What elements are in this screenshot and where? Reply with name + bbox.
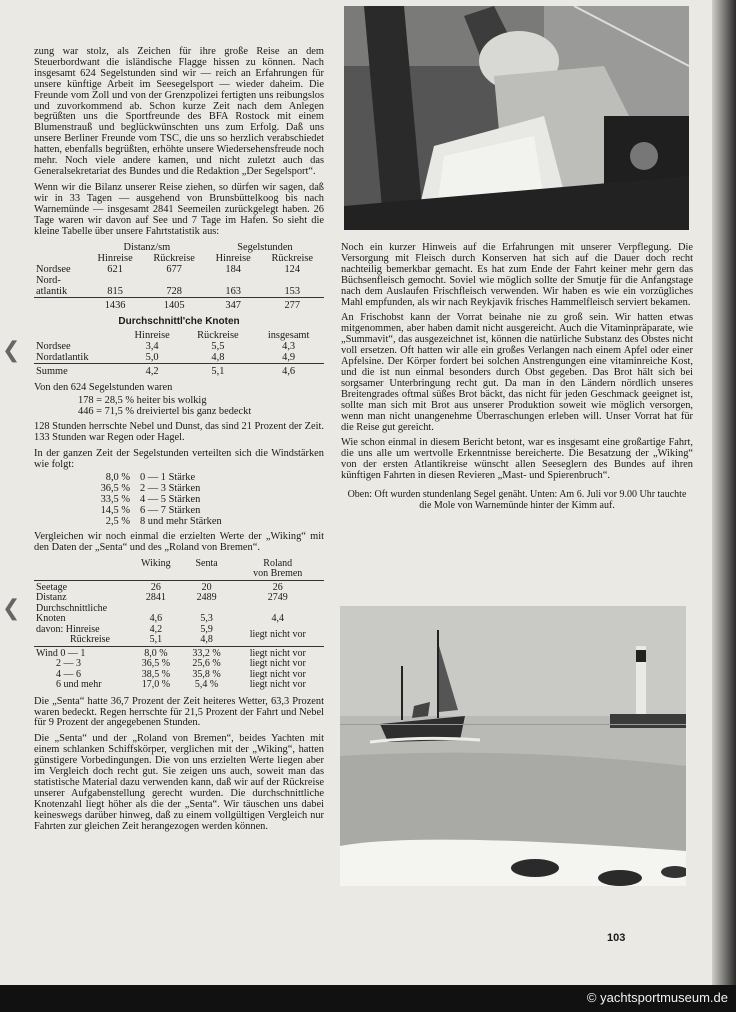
- paragraph: An Frischobst kann der Vorrat beinahe nie zu groß sein. Wir hatten etwas mitgenommen, aber haben damit nicht ausgereicht. Auch die Vitaminpräparate, wie „Summavit“, das ausgezeichnet ist, können die natürliche Substanz des Obstes nicht voll ersetzen. Oft hatten wir alle ein großes Verlangen nach einem Apfel oder einer Apfelsine. Der Körper fordert bei solchen Anstrengungen eine vitaminreiche Kost, und die ist nun einmal besonders durch Obst gegeben. Das Brot hält sich bei sorgsamer Unterbringung recht gut. Da man in den Ländern nördlich unseres Breitengrades oftmal süßes Brot bäckt, das nicht für jeden Geschmack geeignet ist, sollte man sich mit Brot aus unserer Produktion soweit wie möglich versorgen, wenn man nicht unangenehme Überraschungen erleben will. Unser Vorrat hat für die Reise gut gereicht.: [341, 312, 693, 433]
- stat-line: 178 = 28,5 % heiter bis wolkig: [78, 395, 207, 407]
- column-header: Roland von Bremen: [253, 557, 303, 580]
- book-spine: [712, 0, 736, 985]
- paragraph: Von den 624 Segelstunden waren: [34, 382, 173, 394]
- list-item: 33,5 % 4 — 5 Stärken: [100, 493, 201, 505]
- column-header: Rückreise: [271, 253, 314, 265]
- paragraph: In der ganzen Zeit der Segelstunden verteilten sich die Windstärken wie folgt:: [34, 448, 324, 470]
- list-item: 14,5 % 6 — 7 Stärken: [100, 504, 201, 516]
- table-row: atlantik 815 728 163 153: [36, 286, 301, 298]
- binding-mark: ❮: [2, 338, 21, 363]
- paragraph: Die „Senta“ und der „Roland von Bremen“, beides Yachten mit einem schlanken Schiffskörper, verglichen mit der „Wiking“, hatten günstigere Vorbedingungen. Die von uns erzielten Werte liegen aber im Vergleich doch recht gut. Sie zeigen uns auch, soweit man das statistische Material dazu verwenden kann, daß wir auf der Rückreise unserer Aufgabenstellung gerecht wurden. Die durchschnittliche Knotenzahl liegt höher als die der „Senta“. Wir täuschen uns dabei keineswegs darüber hinweg, daß zu einem vollgültigen Vergleich nur Fahrten zur gleichen Zeit herangezogen werden können.: [34, 733, 324, 832]
- harbor-illustration: [340, 606, 686, 886]
- table-group-header: Distanz/sm: [123, 242, 171, 254]
- paragraph: Wenn wir die Bilanz unserer Reise ziehen, so dürfen wir sagen, daß wir in 33 Tagen — ausgehend von Brunsbüttelkoog bis nach Warnemünde — insgesamt 2841 Seemeilen zurückgelegt haben. 26 Tage waren wir davon auf See und 7 Tage im Hafen. So sieht die kleine Tabelle über unsere Fahrtstatistik aus:: [34, 181, 324, 237]
- table-row: Nordsee 3,4 5,5 4,3: [36, 341, 296, 353]
- distance-hours-table: [34, 242, 324, 311]
- sail-sewing-photo: [344, 6, 689, 230]
- column-header: insgesamt: [267, 330, 310, 342]
- paragraph: Die „Senta“ hatte 36,7 Prozent der Zeit heiteres Wetter, 63,3 Prozent waren bedeckt. Regen herrschte für 21,5 Prozent der Fahrt und Nebel für 9 Prozent der angegebenen Stunden.: [34, 695, 324, 729]
- paragraph: 128 Stunden herrschte Nebel und Dunst, das sind 21 Prozent der Zeit. 133 Stunden war Regen oder Hagel.: [34, 421, 325, 444]
- column-header: Hinreise: [97, 253, 133, 265]
- column-header: Wiking: [141, 557, 171, 569]
- wind-distribution: [34, 472, 324, 527]
- column-header: Senta: [195, 557, 218, 569]
- column-header: Hinreise: [215, 253, 251, 265]
- table-group-header: Segelstunden: [237, 242, 293, 254]
- page-number: 103: [607, 932, 626, 944]
- comparison-table: Wiking Senta Roland von Bremen Seetage 26 20 26 Distanz 2841 2489 2749 Durchschnittliche Knoten 4,6 5,3 4,4 davon: Hinreise 4,2 5,9 liegt nicht vor Rückreise 5,1 4,8 Wind 0 — 1 8,0 % 33,2 % liegt nicht vor 2 — 3 36,5 % 25,6 % liegt nicht vor 4 — 6 38,5 % 35,8 % liegt nicht vor 6 und mehr 17,0 % 5,4 % liegt nicht vor: [34, 559, 324, 691]
- left-column: [34, 47, 324, 838]
- harbor-photo: [340, 606, 686, 886]
- photo-caption: Oben: Oft wurden stundenlang Segel genäht. Unten: Am 6. Juli vor 9.00 Uhr tauchte die Mole von Warnemünde hinter der Kimm auf.: [347, 489, 687, 511]
- sail-sewing-illustration: [344, 6, 689, 230]
- knots-table: [34, 330, 324, 377]
- table-row: Nordatlantik 5,0 4,8 4,9: [36, 352, 296, 364]
- paragraph: Noch ein kurzer Hinweis auf die Erfahrungen mit unserer Verpflegung. Die Versorgung mit Fleisch durch Konserven hat sich auf die Dauer doch recht nachteilig bemerkbar gemacht. Es hat zum Ende der Fahrt keiner mehr gern das Büchsenfleisch gemocht. Soviel wie möglich sollte der Smutje für die Anfangstage nach dem Auslaufen Frischfleisch verwenden. Wir haben es wie ein vorzügliches Mahl empfunden, als wir nach Reykjavik frisches Hammelfleisch serviert bekamen.: [341, 242, 693, 308]
- paragraph: Vergleichen wir noch einmal die erzielten Werte der „Wiking“ mit den Daten der „Senta“ und des „Roland von Bremen“.: [34, 530, 324, 553]
- list-item: 8,0 % 0 — 1 Stärke: [105, 471, 196, 483]
- table-total-row: Summe 4,2 5,1 4,6: [34, 364, 324, 378]
- table-total-row: 1436 1405 347 277: [34, 298, 324, 312]
- list-item: 2,5 % 8 und mehr Stärken: [105, 515, 222, 527]
- stat-line: 446 = 71,5 % dreiviertel bis ganz bedeckt: [78, 406, 252, 418]
- right-column: [341, 243, 693, 517]
- copyright-watermark: © yachtsportmuseum.de: [586, 990, 728, 1005]
- list-item: 36,5 % 2 — 3 Stärken: [100, 482, 201, 494]
- column-header: Rückreise: [197, 330, 239, 342]
- paragraph: Wie schon einmal in diesem Bericht betont, war es insgesamt eine großartige Fahrt, die uns alle um wertvolle Erkenntnisse bereicherte. Die Besatzung der „Wiking“ von der ersten Atlantikreise wünscht allen Seeseglern des Bundes auf ihren künftigen Fahrten in diesen Revieren „Mast- und Spierenbruch“.: [341, 437, 693, 482]
- knots-table-title: Durchschnittl'che Knoten: [118, 316, 240, 328]
- column-header: Rückreise: [153, 253, 195, 265]
- paragraph: zung war stolz, als Zeichen für ihre große Reise an dem Steuerbordwant die isländische Flagge hissen zu können. Nach insgesamt 624 Segelstunden sind wir — reich an Erfahrungen für unsere künftige Arbeit im Seesegelsport — wieder daheim. Die Freunde vom Zoll und von der Grenzpolizei fertigten uns reibungslos und zuvorkommend ab. Schon kurze Zeit nach dem Anlegen begrüßten uns die Sportfreunde des BFA Rostock mit einem Blumenstrauß und beglückwünschten uns zum Erfolg. Daß uns unsere Berliner Freunde vom TSC, die uns so herzlich verabschiedet hatten, ebenfalls begrüßten, erhöhte unsere Wiedersehensfreude noch mehr. Noch viele andere kamen, und nicht zuletzt auch das Generalsekretariat des Bundes und die Redaktion „Der Segelsport“.: [34, 46, 324, 177]
- column-header: Hinreise: [134, 330, 170, 342]
- table-row: Nord-: [36, 275, 61, 287]
- sky-statistics: [34, 395, 324, 417]
- table-row: Nordsee 621 677 184 124: [36, 264, 301, 276]
- binding-mark: ❮: [2, 596, 21, 621]
